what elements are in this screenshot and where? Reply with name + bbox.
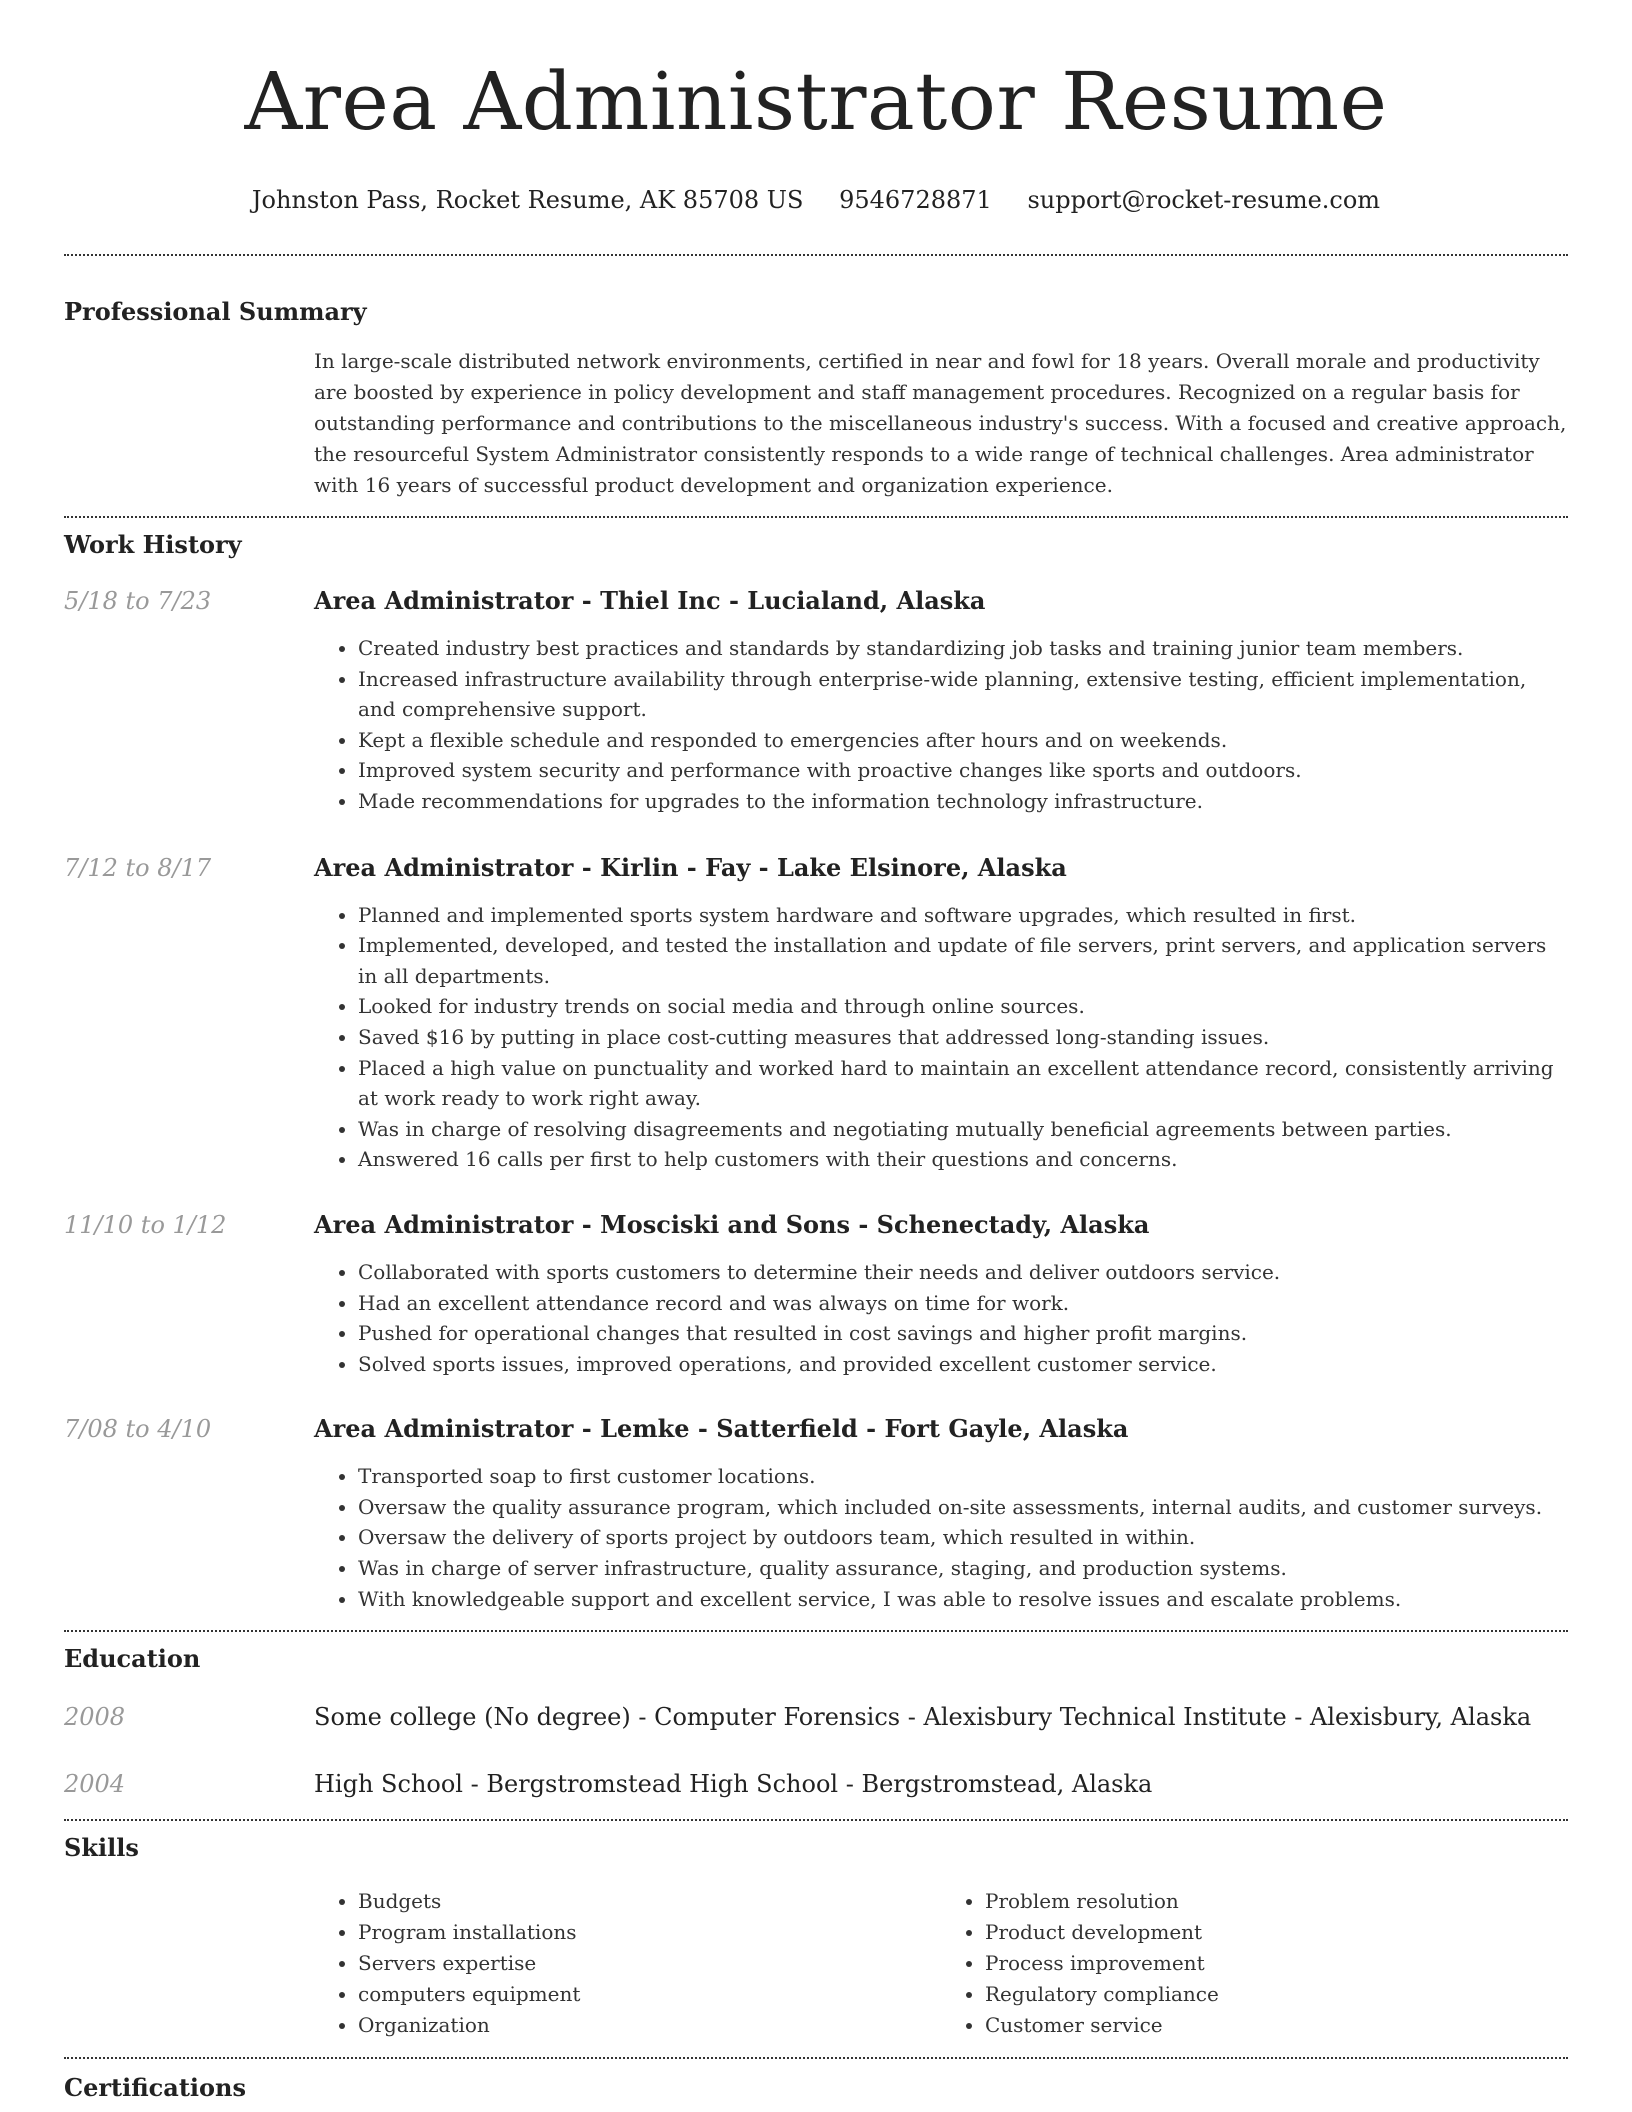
certifications-heading: Certifications (64, 2073, 247, 2103)
job-title: Area Administrator - Mosciski and Sons - Schenectady, Alaska (314, 1209, 1150, 1239)
education-entry (64, 1768, 1568, 1800)
skill-item: • Customer service (985, 2010, 1568, 2041)
education-title (314, 1768, 1568, 1800)
skills-grid (314, 1886, 1568, 2041)
contact-email: support@rocket-resume.com (1027, 186, 1381, 214)
skills-column (314, 1886, 941, 2041)
job-bullet: • Oversaw the quality assurance program, which included on-site assessments, internal audits, and customer surveys. (358, 1492, 1568, 1523)
job-dates: 5/18 to 7/23 (64, 587, 212, 615)
job-title: Area Administrator - Thiel Inc - Lucialand, Alaska (314, 586, 986, 615)
skill-item: • Regulatory compliance (985, 1979, 1568, 2010)
education-entry (64, 1701, 1568, 1733)
summary-heading: Professional Summary (64, 297, 367, 326)
job-bullet: • Placed a high value on punctuality and worked hard to maintain an excellent attendance record, consistently arriving at work ready to work right away. (358, 1053, 1568, 1114)
contact-address: Johnston Pass, Rocket Resume, AK 85708 US (251, 186, 804, 214)
job-entry (64, 1413, 1568, 1614)
job-bullet: • Was in charge of server infrastructure, quality assurance, staging, and production systems. (358, 1553, 1568, 1584)
job-bullet: • Improved system security and performance with proactive changes like sports and outdoors. (358, 755, 1568, 786)
job-bullet: • Made recommendations for upgrades to the information technology infrastructure. (358, 786, 1568, 817)
contact-phone: 9546728871 (839, 186, 992, 214)
skill-item: • computers equipment (358, 1979, 941, 2010)
job-dates: 11/10 to 1/12 (64, 1210, 227, 1239)
job-bullets (314, 633, 1568, 817)
skills-heading: Skills (64, 1833, 139, 1863)
divider (64, 2057, 1568, 2059)
job-entry (64, 1209, 1568, 1379)
skill-item: • Organization (358, 2010, 941, 2041)
job-bullets (314, 1257, 1568, 1379)
job-title: Area Administrator - Lemke - Satterfield - Fort Gayle, Alaska (314, 1414, 1129, 1444)
skills-column (941, 1886, 1568, 2041)
job-bullet: • Had an excellent attendance record and was always on time for work. (358, 1288, 1568, 1319)
job-bullets (314, 900, 1568, 1175)
job-dates: 7/08 to 4/10 (64, 1415, 212, 1444)
divider (64, 1630, 1568, 1632)
skill-item: • Process improvement (985, 1948, 1568, 1979)
job-bullet: • Planned and implemented sports system hardware and software upgrades, which resulted in first. (358, 900, 1568, 931)
job-bullet: • Collaborated with sports customers to determine their needs and deliver outdoors service. (358, 1257, 1568, 1288)
skill-item: • Budgets (358, 1886, 941, 1917)
education-year: 2004 (64, 1770, 126, 1799)
job-bullet: • Created industry best practices and standards by standardizing job tasks and training junior team members. (358, 633, 1568, 664)
divider (64, 254, 1568, 256)
education-heading: Education (64, 1644, 201, 1674)
job-bullet: • Kept a flexible schedule and responded to emergencies after hours and on weekends. (358, 725, 1568, 756)
work-history-heading: Work History (64, 530, 242, 559)
job-entry (64, 852, 1568, 1175)
skill-item: • Servers expertise (358, 1948, 941, 1979)
education-degree: High School (314, 1770, 463, 1799)
education-year: 2008 (64, 1703, 126, 1732)
job-bullet: • Solved sports issues, improved operations, and provided excellent customer service. (358, 1349, 1568, 1380)
contact-line (64, 184, 1568, 216)
job-bullet: • Was in charge of resolving disagreements and negotiating mutually beneficial agreements between parties. (358, 1114, 1568, 1145)
job-bullet: • Looked for industry trends on social media and through online sources. (358, 991, 1568, 1022)
divider (64, 516, 1568, 518)
job-entry (64, 585, 1568, 817)
education-detail: - Computer Forensics - Alexisbury Technical Institute - Alexisbury, Alaska (630, 1703, 1532, 1732)
job-bullet: • Pushed for operational changes that resulted in cost savings and higher profit margins. (358, 1318, 1568, 1349)
job-bullet: • Answered 16 calls per first to help customers with their questions and concerns. (358, 1144, 1568, 1175)
job-bullet: • With knowledgeable support and excellent service, I was able to resolve issues and escalate problems. (358, 1584, 1568, 1615)
job-title: Area Administrator - Kirlin - Fay - Lake Elsinore, Alaska (314, 852, 1067, 882)
education-detail: - Bergstromstead High School - Bergstromstead, Alaska (462, 1770, 1153, 1799)
divider (64, 1819, 1568, 1821)
skill-item: • Program installations (358, 1917, 941, 1948)
skill-item: • Product development (985, 1917, 1568, 1948)
job-dates: 7/12 to 8/17 (64, 853, 212, 882)
skill-item: • Problem resolution (985, 1886, 1568, 1917)
education-title (314, 1701, 1568, 1733)
education-degree: Some college (No degree) (314, 1703, 631, 1732)
job-bullet: • Oversaw the delivery of sports project by outdoors team, which resulted in within. (358, 1522, 1568, 1553)
job-bullet: • Saved $16 by putting in place cost-cutting measures that addressed long-standing issues. (358, 1022, 1568, 1053)
job-bullet: • Implemented, developed, and tested the installation and update of file servers, print servers, and application servers in all departments. (358, 930, 1568, 991)
summary-text: In large-scale distributed network environments, certified in near and fowl for 18 years. Overall morale and productivity are boosted by experience in policy development and staff management procedures. Recognized on a regular basis for outstanding performance and contributions to the miscellaneous industry's success. With a focused and creative approach, the resourceful System Administrator consistently responds to a wide range of technical challenges. Area administrator with 16 years of successful product development and organization experience. (314, 349, 1567, 497)
job-bullet: • Transported soap to first customer locations. (358, 1461, 1568, 1492)
resume-title: Area Administrator Resume (244, 55, 1388, 148)
job-bullets (314, 1461, 1568, 1614)
job-bullet: • Increased infrastructure availability through enterprise-wide planning, extensive testing, efficient implementation, and comprehensive support. (358, 664, 1568, 725)
resume-page (64, 0, 1568, 2104)
